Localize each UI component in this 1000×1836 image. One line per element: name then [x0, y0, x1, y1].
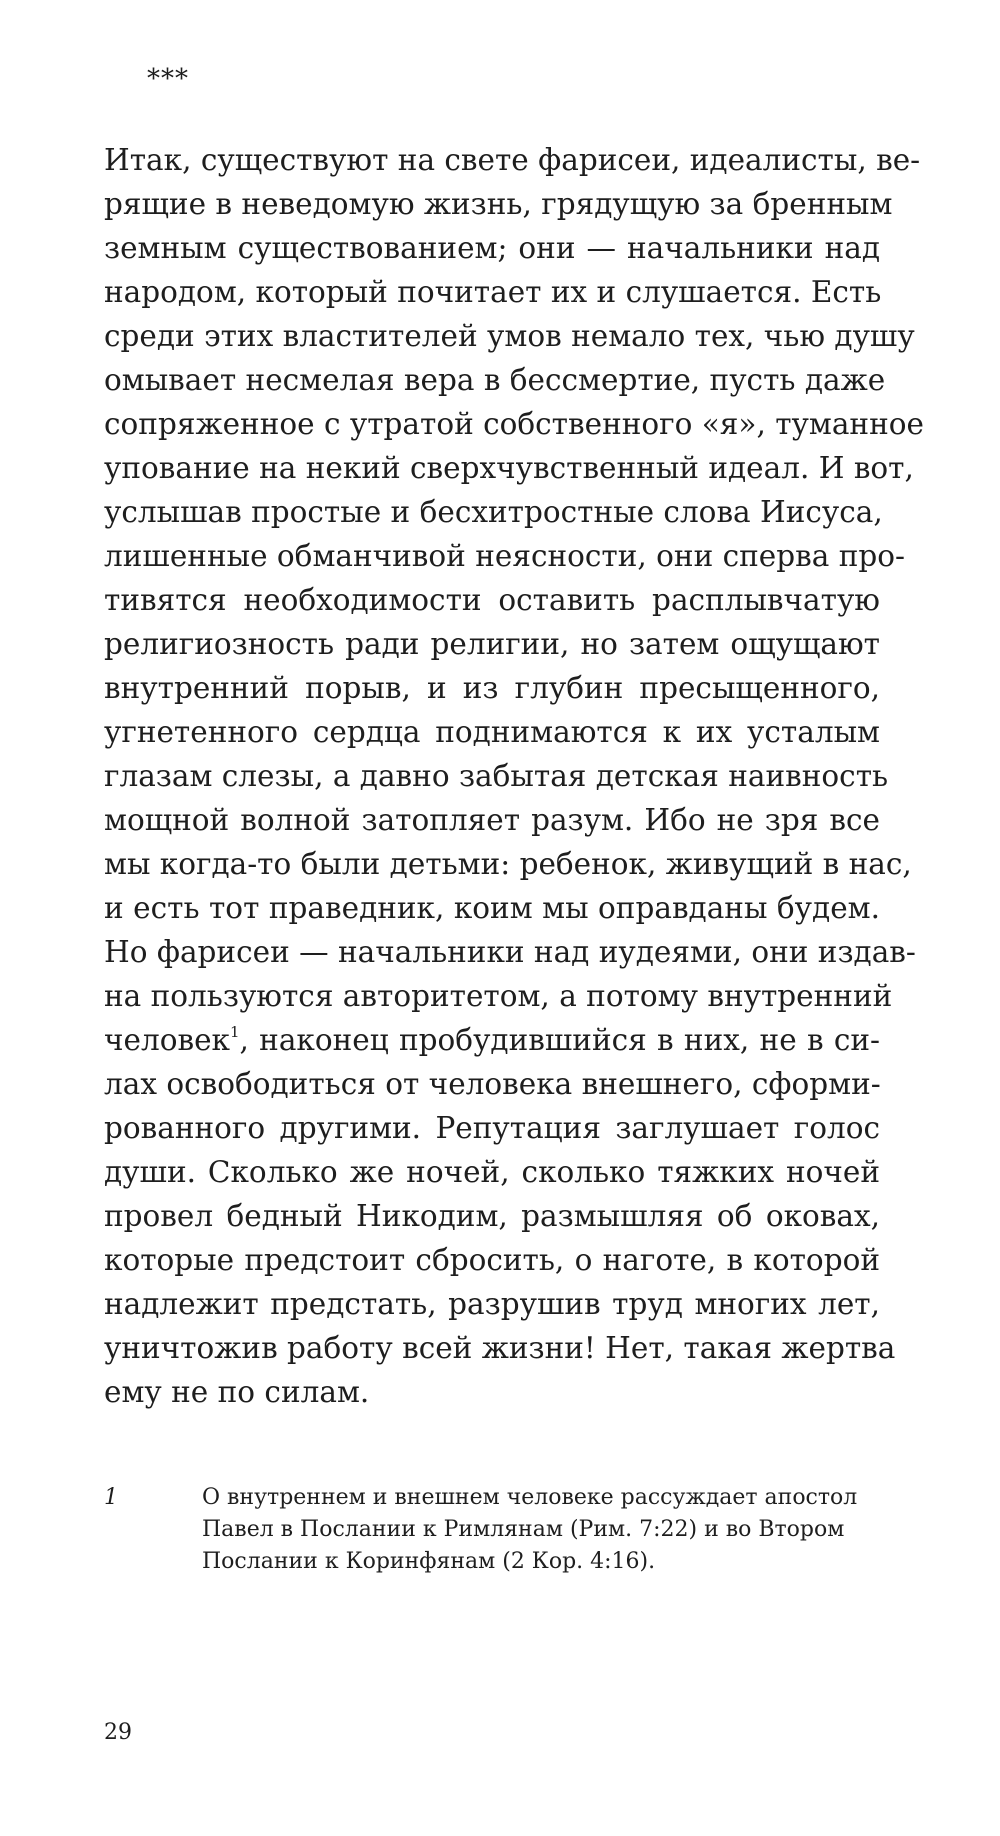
text-line: мощной волной затопляет разум. Ибо не зря все	[104, 803, 880, 837]
text-line: внутренний порыв, и из глубин пресыщенного,	[104, 671, 880, 705]
text-line: угнетенного сердца поднимаются к их усталым	[104, 715, 880, 749]
text-line: глазам слезы, а давно забытая детская наивность	[104, 759, 889, 793]
text-fragment: , наконец пробудившийся в них, не в си-	[239, 1023, 880, 1057]
text-line: религиозность ради религии, но затем ощущают	[104, 627, 880, 661]
text-line: на пользуются авторитетом, а потому внутренний	[104, 979, 893, 1013]
text-line: услышав простые и бесхитростные слова Иисуса,	[104, 495, 883, 529]
section-break-asterisks: ***	[147, 64, 189, 94]
text-line: уничтожив работу всей жизни! Нет, такая жертва	[104, 1331, 896, 1365]
text-line: омывает несмелая вера в бессмертие, пусть даже	[104, 363, 886, 397]
footnote-text	[202, 1482, 882, 1578]
text-line: провел бедный Никодим, размышляя об оковах,	[104, 1199, 880, 1233]
text-line: Но фарисеи — начальники над иудеями, они издав-	[104, 935, 916, 969]
page-number: 29	[104, 1720, 132, 1745]
text-line: среди этих властителей умов немало тех, чью душу	[104, 319, 915, 353]
footnote-line: Павел в Послании к Римлянам (Рим. 7:22) и во Втором	[202, 1517, 845, 1542]
text-line: надлежит предстать, разрушив труд многих лет,	[104, 1287, 880, 1321]
text-line: тивятся необходимости оставить расплывчатую	[104, 583, 880, 617]
text-line-with-footnote	[104, 1018, 880, 1062]
text-line: и есть тот праведник, коим мы оправданы будем.	[104, 891, 880, 925]
text-line: Итак, существуют на свете фарисеи, идеалисты, ве-	[104, 143, 921, 177]
text-line: которые предстоит сбросить, о наготе, в которой	[104, 1243, 880, 1277]
text-line: упование на некий сверхчувственный идеал. И вот,	[104, 451, 914, 485]
footnote-line: Послании к Коринфянам (2 Кор. 4:16).	[202, 1549, 656, 1574]
text-line: мы когда-то были детьми: ребенок, живущий в нас,	[104, 847, 912, 881]
text-line: земным существованием; они — начальники над	[104, 231, 880, 265]
footnote-number: 1	[104, 1485, 118, 1510]
body-paragraph	[104, 138, 924, 1414]
text-line-last: ему не по силам.	[104, 1375, 370, 1409]
text-line: сопряженное с утратой собственного «я», туманное	[104, 407, 924, 441]
text-line: рящие в неведомую жизнь, грядущую за бренным	[104, 187, 893, 221]
text-line: лишенные обманчивой неясности, они сперва про-	[104, 539, 905, 573]
footnote-reference[interactable]: 1	[229, 1023, 240, 1041]
text-fragment: человек	[104, 1023, 230, 1057]
text-line: лах освободиться от человека внешнего, сформи-	[104, 1067, 881, 1101]
footnote-line: О внутреннем и внешнем человеке рассуждает апостол	[202, 1485, 858, 1510]
text-line: рованного другими. Репутация заглушает голос	[104, 1111, 880, 1145]
text-line: народом, который почитает их и слушается. Есть	[104, 275, 882, 309]
text-line: души. Сколько же ночей, сколько тяжких ночей	[104, 1155, 880, 1189]
